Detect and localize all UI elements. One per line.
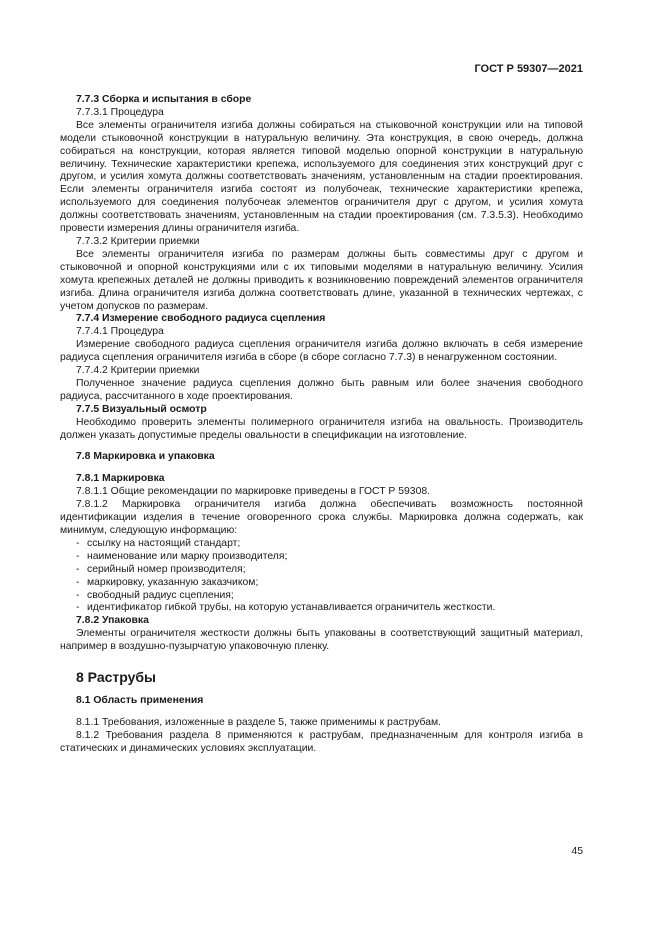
section-7-8-1-heading: 7.8.1 Маркировка [76,473,165,485]
list-item: - серийный номер производителя; [76,563,246,575]
clause-7-7-4-2-heading: 7.7.4.2 Критерии приемки [76,365,200,377]
spacer [60,442,583,451]
spacer [60,464,583,473]
clause-7-7-3-2-text: Все элементы ограничителя изгиба по размерам должны быть совместимы друг с другом и стыковочной и опорной конструкциями или с их типовыми моделями в натуральную величину. Усилия хомута крепежных деталей не должны приводить к возникновению повреждений элементов ограничителя изгиба. Длина ограничителя изгиба должна соответствовать длине, указанной в технических чертежах, с учетом допусков по размерам. [60,248,583,312]
page-number: 45 [571,846,583,857]
list-item: - маркировку, указанную заказчиком; [76,576,259,588]
section-7-8-2-text: Элементы ограничителя жесткости должны быть упакованы в соответствующий защитный материал, например в воздушно-пузырчатую упаковочную пленку. [60,628,583,653]
section-7-7-5-heading: 7.7.5 Визуальный осмотр [76,403,207,415]
list-item: - идентификатор гибкой трубы, на которую устанавливается ограничитель жесткости. [76,602,496,614]
clause-7-7-4-1-text: Измерение свободного радиуса сцепления ограничителя изгиба должно включать в себя измерение радиуса сцепления ограничителя изгиба в сборе (в сборе согласно 7.7.3) в ненагруженном состоянии. [60,339,583,364]
list-item: - наименование или марку производителя; [76,550,288,562]
section-7-7-3-heading: 7.7.3 Сборка и испытания в сборе [76,94,252,105]
clause-7-7-3-1-heading: 7.7.3.1 Процедура [76,106,164,118]
clause-7-8-1-1-text: 7.8.1.1 Общие рекомендации по маркировке приведены в ГОСТ Р 59308. [76,486,431,498]
section-7-7-5-text: Необходимо проверить элементы полимерного ограничителя изгиба на овальность. Производитель должен указать допустимые пределы овальности в спецификации на изготовление. [60,416,583,441]
marking-info-list [60,538,583,615]
list-item: - свободный радиус сцепления; [76,589,234,601]
list-item: - ссылку на настоящий стандарт; [76,537,241,549]
clause-7-7-3-1-text: Все элементы ограничителя изгиба должны собираться на стыковочной конструкции или на типовой модели стыковочной конструкции в натуральную величину. Эта конструкция, в свою очередь, должна собираться на конструкции, которая является типовой моделью опорной конструкции в натуральную величину. Технические характеристики крепежа, используемого для соединения этих конструкций друг с другом, и усилия хомута должны соответствовать значениям, установленным на стадии проектирования. Если элементы ограничителя изгиба состоят из полубочеак, технические характеристики крепежа, используемого для соединения полубочеак элементов ограничителя друг с другом, и усилия хомута должны соответствовать значениям, установленным на стадии проектирования (см. 7.3.5.3). Необходимо провести измерения длины ограничителя изгиба. [60,119,583,235]
clause-7-7-4-2-text: Полученное значение радиуса сцепления должно быть равным или более значения свободного радиуса, рассчитанного в ходе проектирования. [60,377,583,402]
clause-7-7-4-1-heading: 7.7.4.1 Процедура [76,326,164,338]
spacer [60,686,583,695]
section-7-8-heading: 7.8 Маркировка и упаковка [76,451,215,463]
section-7-8-2-heading: 7.8.2 Упаковка [76,615,149,627]
section-7-7-4-heading: 7.7.4 Измерение свободного радиуса сцепления [76,313,326,325]
section-8-1-heading: 8.1 Область применения [76,695,204,707]
clause-8-1-1-text: 8.1.1 Требования, изложенные в разделе 5, также применимы к раструбам. [76,716,442,728]
spacer [60,708,583,717]
document-id: ГОСТ Р 59307—2021 [474,63,583,75]
clause-7-8-1-2-text: 7.8.1.2 Маркировка ограничителя изгиба должна обеспечивать возможность постоянной идентификации изделия в течение оговоренного срока службы. Маркировка должна содержать, как минимум, следующую информацию: [60,499,583,536]
clause-8-1-2-text: 8.1.2 Требования раздела 8 применяются к раструбам, предназначенным для контроля изгиба в статических и динамических условиях эксплуатации. [60,729,583,754]
section-8-heading: 8 Раструбы [76,669,157,686]
clause-7-7-3-2-heading: 7.7.3.2 Критерии приемки [76,235,200,247]
spacer [60,654,583,669]
page-content [60,94,583,756]
